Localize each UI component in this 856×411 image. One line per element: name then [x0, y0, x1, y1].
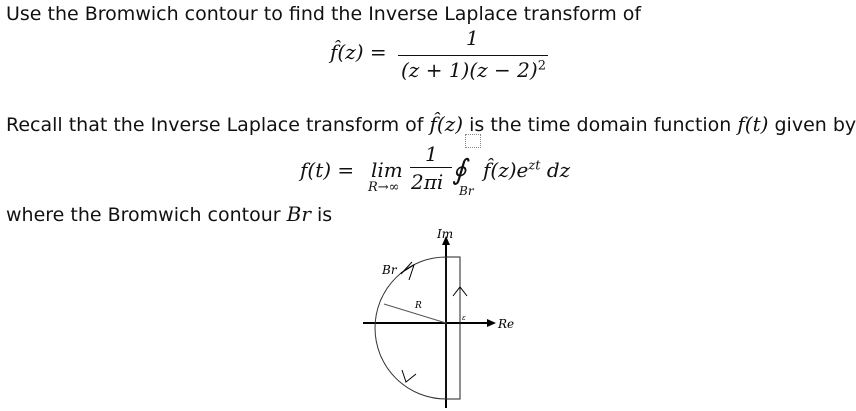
label-im: Im	[437, 227, 454, 241]
br-leader	[401, 262, 412, 274]
real-axis-arrow	[487, 319, 496, 327]
semicircle-arc	[375, 257, 446, 399]
ft-frac-numerator: 1	[425, 142, 438, 166]
fhat-denominator: $(z + 1)(z - 2)^2$	[401, 58, 546, 82]
ft-fraction-bar	[410, 167, 452, 168]
recall-text: Recall that the Inverse Laplace transform of f̂(z) is the time domain function f(t) given by	[6, 112, 856, 136]
label-re: Re	[498, 317, 515, 331]
integrand: $f̂(z)e^{zt}$ dz	[483, 158, 571, 182]
fhat-numerator: 1	[466, 26, 479, 50]
bromwich-contour-diagram	[355, 222, 535, 411]
arc-arrow-bottom	[402, 370, 416, 382]
lim-subscript: R→∞	[368, 180, 400, 195]
label-br: Br	[382, 263, 397, 277]
intro-text: Use the Bromwich contour to find the Inverse Laplace transform of	[6, 3, 642, 25]
fhat-fraction-bar	[398, 55, 548, 56]
lim-word: lim	[371, 158, 403, 182]
integral-subscript: Br	[459, 184, 474, 198]
contour-integral-sign: ∮	[452, 153, 467, 186]
bromwich-line	[446, 257, 460, 399]
label-r: R	[415, 301, 422, 311]
contour-text: where the Bromwich contour Br is	[6, 202, 333, 226]
ft-lhs: f(t) =	[300, 158, 355, 182]
fhat-lhs: f̂(z) =	[330, 40, 387, 64]
placeholder-box	[465, 134, 481, 148]
ft-frac-denominator: 2πi	[411, 170, 444, 194]
label-epsilon: ε	[462, 314, 466, 322]
